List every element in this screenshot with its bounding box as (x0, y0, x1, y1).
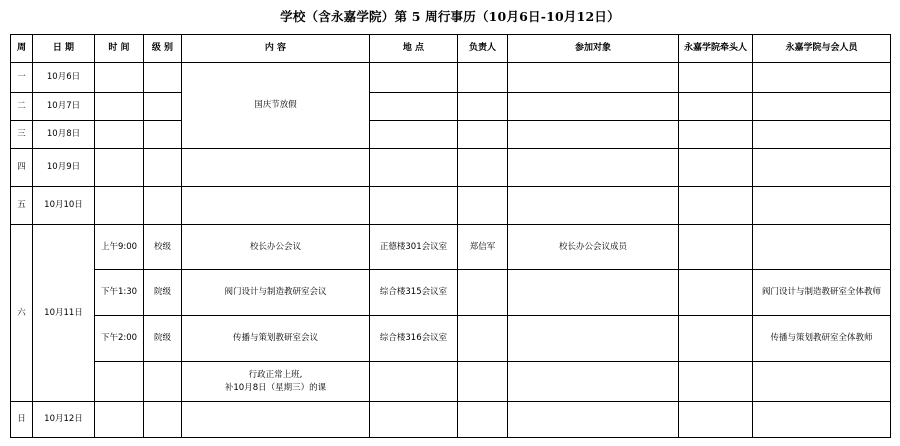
location-cell (370, 93, 458, 121)
weekday-cell: 五 (11, 187, 33, 225)
participants-cell (508, 121, 679, 149)
yj-lead-cell (679, 187, 753, 225)
time-cell (95, 187, 144, 225)
note-line-1: 行政正常上班, (248, 369, 303, 380)
weekday-cell: 三 (11, 121, 33, 149)
level-cell: 校级 (144, 225, 182, 270)
location-cell (370, 63, 458, 93)
content-cell (182, 187, 370, 225)
time-cell (95, 93, 144, 121)
header-time: 时 间 (95, 35, 144, 63)
content-cell (182, 149, 370, 187)
table-row (11, 63, 891, 93)
header-row (11, 35, 891, 63)
participants-cell (508, 149, 679, 187)
participants-cell: 校长办公会议成员 (508, 225, 679, 270)
yj-attendees-cell (753, 362, 891, 402)
level-cell: 院级 (144, 270, 182, 316)
location-cell: 正德楼301会议室 (370, 225, 458, 270)
participants-cell (508, 402, 679, 438)
date-cell: 10月10日 (33, 187, 95, 225)
date-cell: 10月6日 (33, 63, 95, 93)
location-cell (370, 187, 458, 225)
time-cell (95, 402, 144, 438)
table-row (11, 187, 891, 225)
yj-lead-cell (679, 93, 753, 121)
yj-lead-cell (679, 402, 753, 438)
weekly-calendar-table (10, 34, 891, 438)
table-row (11, 93, 891, 121)
date-cell: 10月8日 (33, 121, 95, 149)
yj-lead-cell (679, 316, 753, 362)
yj-lead-cell (679, 225, 753, 270)
yj-attendees-cell: 传播与策划教研室全体教师 (753, 316, 891, 362)
participants-cell (508, 270, 679, 316)
level-cell (144, 187, 182, 225)
person-cell (458, 149, 508, 187)
person-cell (458, 187, 508, 225)
content-cell: 传播与策划教研室会议 (182, 316, 370, 362)
time-cell (95, 149, 144, 187)
participants-cell (508, 362, 679, 402)
header-location: 地 点 (370, 35, 458, 63)
content-cell: 校长办公会议 (182, 225, 370, 270)
location-cell (370, 149, 458, 187)
person-cell: 郑信军 (458, 225, 508, 270)
header-content: 内 容 (182, 35, 370, 63)
yj-attendees-cell (753, 225, 891, 270)
person-cell (458, 316, 508, 362)
time-cell: 上午9:00 (95, 225, 144, 270)
header-person: 负责人 (458, 35, 508, 63)
yj-attendees-cell (753, 402, 891, 438)
date-cell: 10月11日 (33, 225, 95, 402)
time-cell: 下午2:00 (95, 316, 144, 362)
yj-attendees-cell (753, 187, 891, 225)
participants-cell (508, 93, 679, 121)
date-cell: 10月12日 (33, 402, 95, 438)
table-row (11, 270, 891, 316)
yj-attendees-cell (753, 149, 891, 187)
note-cell (182, 362, 370, 402)
location-cell (370, 362, 458, 402)
person-cell (458, 362, 508, 402)
person-cell (458, 63, 508, 93)
yj-lead-cell (679, 149, 753, 187)
level-cell (144, 149, 182, 187)
content-cell: 阀门设计与制造教研室会议 (182, 270, 370, 316)
yj-attendees-cell (753, 93, 891, 121)
location-cell (370, 121, 458, 149)
level-cell (144, 402, 182, 438)
header-date: 日 期 (33, 35, 95, 63)
yj-attendees-cell (753, 121, 891, 149)
level-cell (144, 93, 182, 121)
participants-cell (508, 316, 679, 362)
weekday-cell: 日 (11, 402, 33, 438)
yj-lead-cell (679, 362, 753, 402)
weekday-cell: 一 (11, 63, 33, 93)
location-cell: 综合楼315会议室 (370, 270, 458, 316)
holiday-cell: 国庆节放假 (182, 63, 370, 149)
yj-attendees-cell (753, 63, 891, 93)
person-cell (458, 402, 508, 438)
header-week: 周 (11, 35, 33, 63)
table-row (11, 149, 891, 187)
page-title: 学校（含永嘉学院）第 5 周行事历（10月6日-10月12日） (280, 9, 620, 24)
yj-lead-cell (679, 270, 753, 316)
table-row (11, 402, 891, 438)
table-row (11, 362, 891, 402)
level-cell (144, 63, 182, 93)
person-cell (458, 270, 508, 316)
header-yj-lead: 永嘉学院牵头人 (679, 35, 753, 63)
note-line-2: 补10月8日（星期三）的课 (224, 382, 327, 393)
location-cell (370, 402, 458, 438)
weekday-cell: 六 (11, 225, 33, 402)
table-row (11, 225, 891, 270)
level-cell: 院级 (144, 316, 182, 362)
header-yj-attendees: 永嘉学院与会人员 (753, 35, 891, 63)
participants-cell (508, 187, 679, 225)
header-participants: 参加对象 (508, 35, 679, 63)
date-cell: 10月7日 (33, 93, 95, 121)
level-cell (144, 121, 182, 149)
header-level: 级 别 (144, 35, 182, 63)
time-cell: 下午1:30 (95, 270, 144, 316)
table-row (11, 121, 891, 149)
table-row (11, 316, 891, 362)
yj-lead-cell (679, 121, 753, 149)
weekday-cell: 四 (11, 149, 33, 187)
level-cell (144, 362, 182, 402)
person-cell (458, 93, 508, 121)
weekday-cell: 二 (11, 93, 33, 121)
date-cell: 10月9日 (33, 149, 95, 187)
location-cell: 综合楼316会议室 (370, 316, 458, 362)
time-cell (95, 362, 144, 402)
time-cell (95, 121, 144, 149)
participants-cell (508, 63, 679, 93)
person-cell (458, 121, 508, 149)
yj-lead-cell (679, 63, 753, 93)
content-cell (182, 402, 370, 438)
time-cell (95, 63, 144, 93)
yj-attendees-cell: 阀门设计与制造教研室全体教师 (753, 270, 891, 316)
